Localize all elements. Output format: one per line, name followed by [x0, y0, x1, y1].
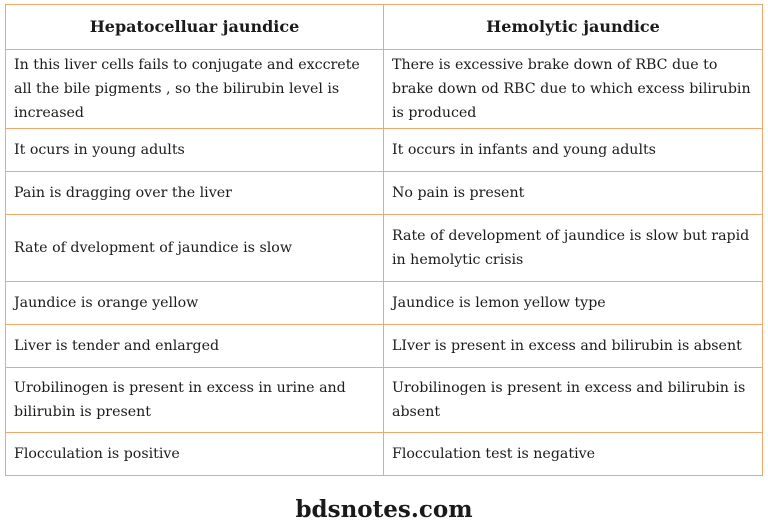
table-row — [6, 50, 763, 129]
table-cell: Jaundice is orange yellow — [6, 282, 384, 325]
header-hepatocellular: Hepatocelluar jaundice — [6, 5, 384, 50]
table-cell: Pain is dragging over the liver — [6, 172, 384, 215]
table-cell: No pain is present — [384, 172, 763, 215]
table-cell: In this liver cells fails to conjugate and exccrete all the bile pigments , so the bilirubin level is increased — [6, 50, 384, 129]
table-row — [6, 129, 763, 172]
table-cell: It ocurs in young adults — [6, 129, 384, 172]
table-cell: It occurs in infants and young adults — [384, 129, 763, 172]
jaundice-comparison-table — [5, 4, 763, 476]
table-cell: LIver is present in excess and bilirubin is absent — [384, 325, 763, 368]
table-cell: Jaundice is lemon yellow type — [384, 282, 763, 325]
table-cell: Urobilinogen is present in excess in urine and bilirubin is present — [6, 368, 384, 433]
table-row — [6, 215, 763, 282]
comparison-table-container — [5, 4, 762, 476]
table-row — [6, 433, 763, 476]
table-cell: Flocculation is positive — [6, 433, 384, 476]
table-row — [6, 368, 763, 433]
table-row — [6, 325, 763, 368]
site-watermark: bdsnotes.com — [295, 496, 473, 523]
table-header-row — [6, 5, 763, 50]
table-cell: Liver is tender and enlarged — [6, 325, 384, 368]
table-row — [6, 282, 763, 325]
table-cell: Urobilinogen is present in excess and bilirubin is absent — [384, 368, 763, 433]
table-cell: Rate of development of jaundice is slow but rapid in hemolytic crisis — [384, 215, 763, 282]
table-cell: Rate of dvelopment of jaundice is slow — [6, 215, 384, 282]
header-hemolytic: Hemolytic jaundice — [384, 5, 763, 50]
table-cell: Flocculation test is negative — [384, 433, 763, 476]
table-cell: There is excessive brake down of RBC due to brake down od RBC due to which excess bilirubin is produced — [384, 50, 763, 129]
table-row — [6, 172, 763, 215]
